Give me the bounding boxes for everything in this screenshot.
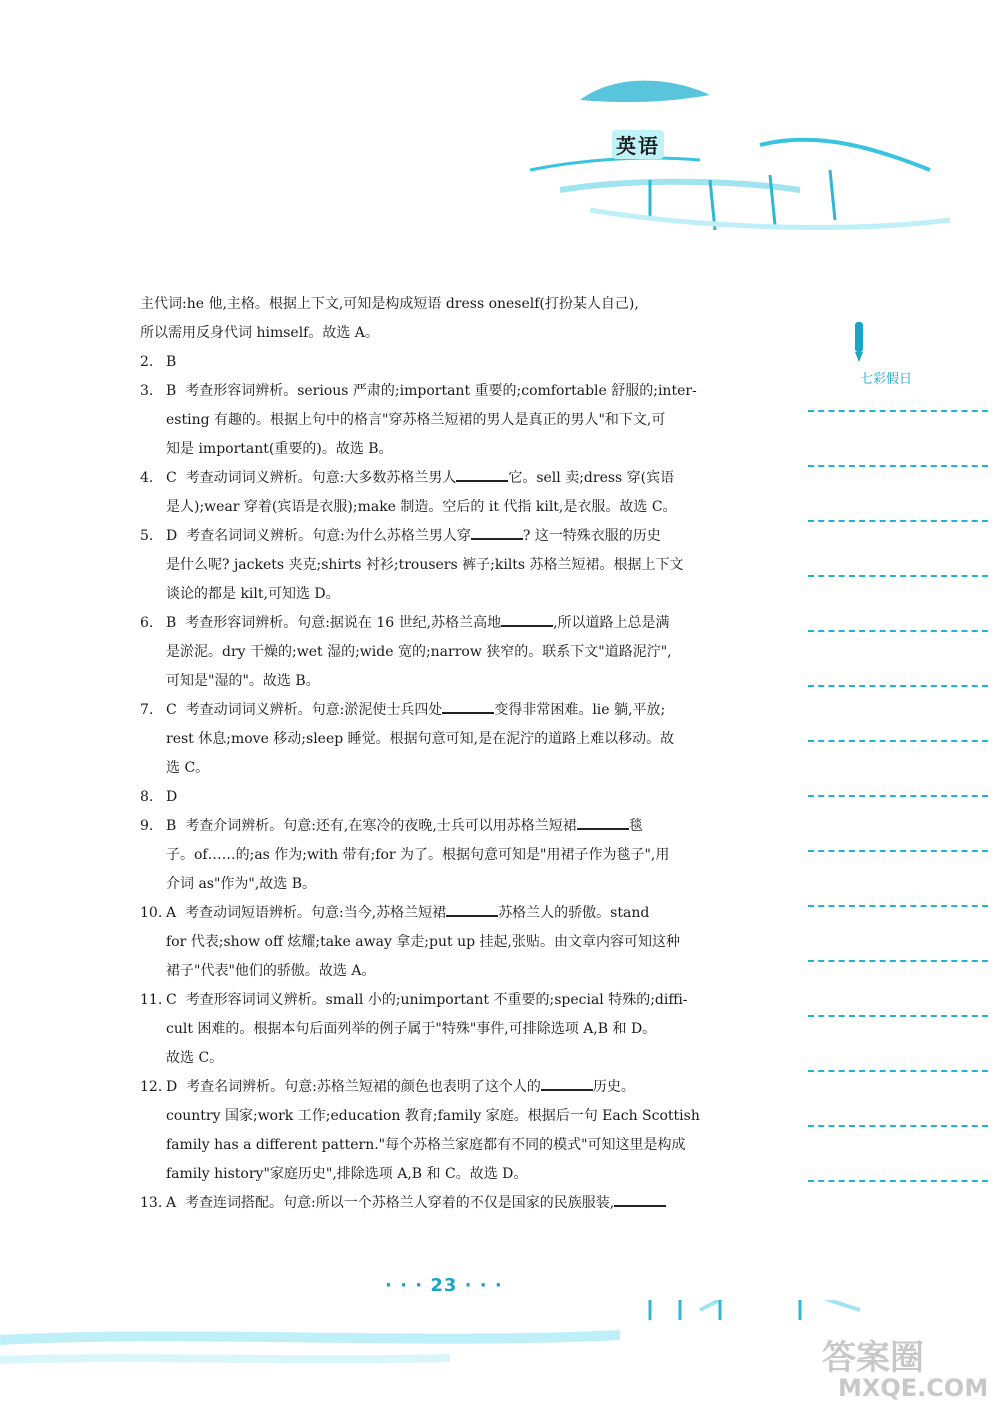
answer-item: 2. B: [140, 354, 177, 370]
answer-item: 11. C 考查形容词词义辨析。small 小的;unimportant 不重要的;special 特殊的;diffi- cult 困难的。根据本句后面列举的例子属于"特殊"事件,可排除选项 A,B 和 D。 故选 C。: [140, 992, 688, 1066]
blank-line: [456, 466, 508, 482]
blank-line: [577, 814, 629, 830]
answer-item: 13. A 考查连词搭配。句意:所以一个苏格兰人穿着的不仅是国家的民族服装,: [140, 1189, 750, 1218]
answer-item: 12. D 考查名词辨析。句意:苏格兰短裙的颜色也表明了这个人的 历史。 country 国家;work 工作;education 教育;family 家庭。根据后一句 Each Scottish family has a different pattern."每个苏格兰家庭都有不同的模式"可知这里是构成 family history"家庭历史",排除选项 A,B 和 C。故选 D。: [140, 1073, 750, 1189]
watermark-logo: 答案圈: [822, 1338, 924, 1378]
answer-item: 4. C 考查动词词义辨析。句意:大多数苏格兰男人 它。sell 卖;dress 穿(宾语 是人);wear 穿着(宾语是衣服);make 制造。空后的 it 代指 kilt,是衣服。故选 C。: [140, 464, 750, 522]
answer-item: 10. A 考查动词短语辨析。句意:当今,苏格兰短裙 苏格兰人的骄傲。stand for 代表;show off 炫耀;take away 拿走;put up 挂起,张贴。由文章内容可知这种 裙子"代表"他们的骄傲。故选 A。: [140, 899, 750, 986]
answer-item: 7. C 考查动词词义辨析。句意:淤泥使士兵四处 变得非常困难。lie 躺,平放; rest 休息;move 移动;sleep 睡觉。根据句意可知,是在泥泞的道路上难以移动。故 选 C。: [140, 696, 750, 783]
note-lines: [808, 410, 988, 1235]
answer-item: 5. D 考查名词词义辨析。句意:为什么苏格兰男人穿 ? 这一特殊衣服的历史 是什么呢? jackets 夹克;shirts 衬衫;trousers 裤子;kilts 苏格兰短裙。根据上下文 谈论的都是 kilt,可知选 D。: [140, 522, 750, 609]
watermark-url: MXQE.COM: [838, 1374, 989, 1402]
blank-line: [614, 1191, 666, 1207]
page-number: · · · 23 · · ·: [385, 1275, 503, 1296]
blank-line: [446, 901, 498, 917]
answer-item: 3. B 考查形容词辨析。serious 严肃的;important 重要的;comfortable 舒服的;inter- esting 有趣的。根据上句中的格言"穿苏格兰短裙的男人是真正的男人"和下文,可 知是 important(重要的)。故选 B。: [140, 383, 697, 457]
blank-line: [501, 611, 553, 627]
brand-label: 七彩假日: [860, 372, 913, 387]
answer-item: 8. D: [140, 789, 178, 805]
blank-line: [471, 524, 523, 540]
answer-content: [140, 290, 750, 1218]
header-decoration: [500, 60, 960, 240]
subject-title: 英语: [612, 130, 664, 159]
answer-item: 6. B 考查形容词辨析。句意:据说在 16 世纪,苏格兰高地 ,所以道路上总是满 是淤泥。dry 干燥的;wet 湿的;wide 宽的;narrow 狭窄的。联系下文"道路泥泞", 可知是"湿的"。故选 B。: [140, 609, 750, 696]
pen-icon: [852, 322, 866, 362]
answer-item: 9. B 考查介词辨析。句意:还有,在寒冷的夜晚,士兵可以用苏格兰短裙 毯 子。of……的;as 作为;with 带有;for 为了。根据句意可知是"用裙子作为毯子",用 介词 as"作为",故选 B。: [140, 812, 750, 899]
blank-line: [442, 698, 494, 714]
blank-line: [541, 1075, 593, 1091]
answer-item: 主代词:he 他,主格。根据上下文,可知是构成短语 dress oneself(打扮某人自己), 所以需用反身代词 himself。故选 A。: [140, 296, 639, 341]
